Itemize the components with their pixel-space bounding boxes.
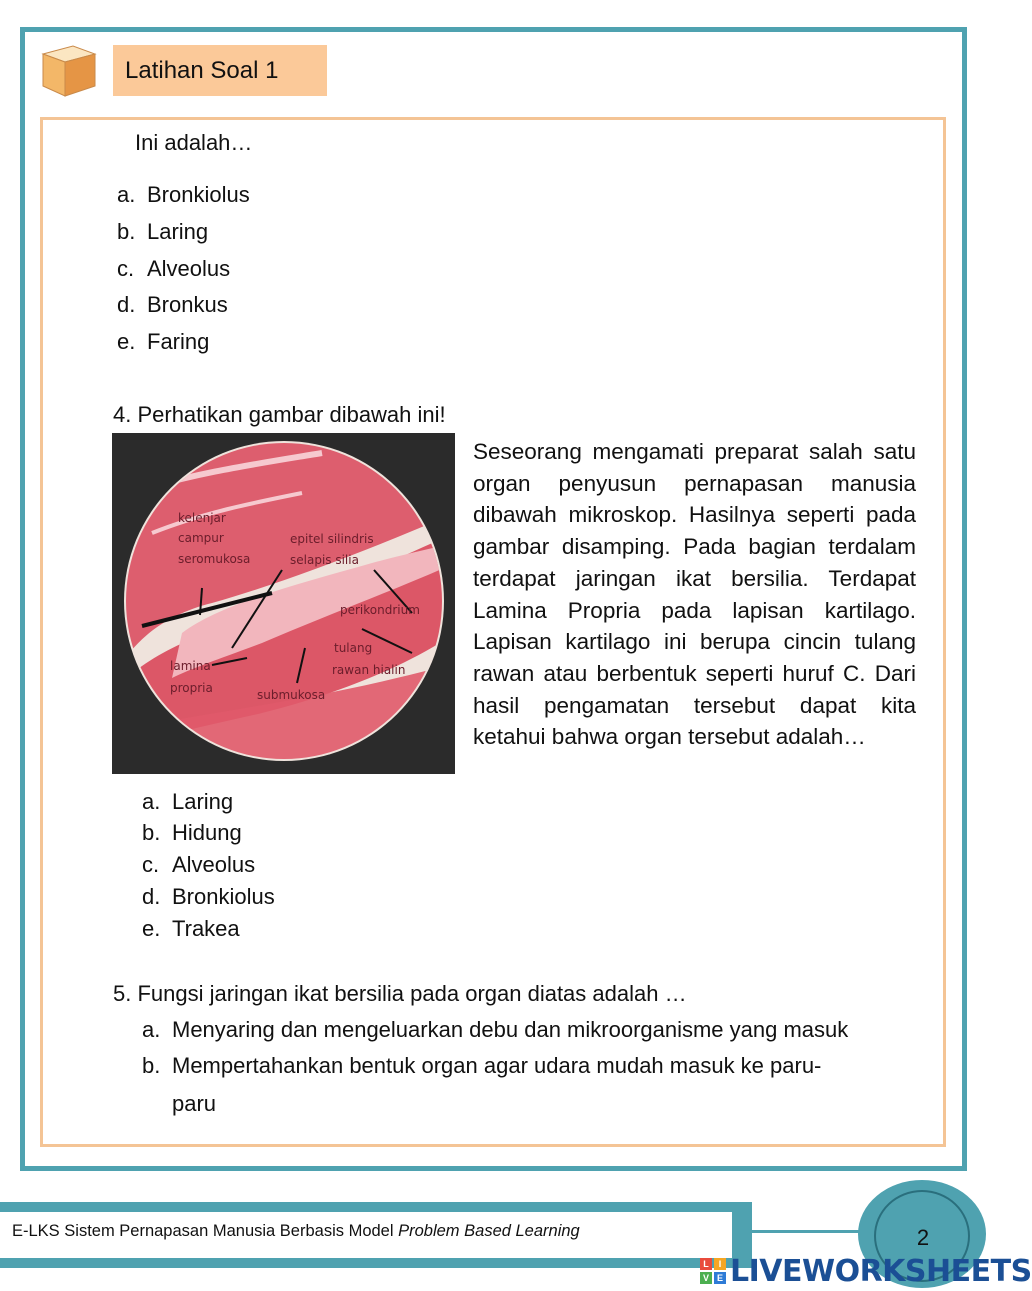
option-letter: c. <box>117 256 135 281</box>
label-epitel: epitel silindris <box>290 532 374 546</box>
footer-title-italic: Problem Based Learning <box>398 1222 580 1240</box>
label-perikondrium: perikondrium <box>340 603 420 617</box>
option-text: Laring <box>172 789 234 814</box>
logo-letter: L <box>700 1258 712 1270</box>
page-number: 2 <box>916 1225 930 1250</box>
option-letter: d. <box>117 292 136 317</box>
label-seromukosa: seromukosa <box>178 552 251 566</box>
section-title: Latihan Soal 1 <box>113 45 327 96</box>
q4-option-d[interactable] <box>142 884 275 910</box>
option-letter: b. <box>142 1053 161 1078</box>
option-letter: e. <box>117 329 136 354</box>
q4-option-b[interactable] <box>142 820 242 846</box>
logo-letter: I <box>714 1258 726 1270</box>
option-letter: a. <box>117 182 136 207</box>
footer-title: E-LKS Sistem Pernapasan Manusia Berbasis Model <box>12 1222 399 1240</box>
label-submukosa: submukosa <box>257 688 326 702</box>
liveworksheets-logo <box>700 1254 1032 1288</box>
q5-option-b[interactable] <box>142 1053 821 1079</box>
logo-letter: E <box>714 1272 726 1284</box>
label-kelenjar: kelenjar <box>178 511 226 525</box>
option-text: Laring <box>147 219 209 244</box>
q4-option-a[interactable] <box>142 789 233 815</box>
q3-option-c[interactable] <box>117 256 230 282</box>
option-text: Faring <box>147 329 210 354</box>
footer-text <box>12 1220 580 1242</box>
q3-option-b[interactable] <box>117 219 208 245</box>
option-text: Bronkiolus <box>172 884 275 909</box>
label-lamina: lamina <box>170 659 211 673</box>
q3-option-d[interactable] <box>117 292 228 318</box>
option-letter: a. <box>142 1017 161 1042</box>
option-letter: a. <box>142 789 161 814</box>
option-letter: d. <box>142 884 161 909</box>
label-rawan: rawan hialin <box>332 663 406 677</box>
q3-option-a[interactable] <box>117 182 250 208</box>
option-text: Alveolus <box>147 256 231 281</box>
option-text: Bronkiolus <box>147 182 250 207</box>
option-text: Hidung <box>172 820 242 845</box>
option-text: Menyaring dan mengeluarkan debu dan mikroorganisme yang masuk <box>172 1017 849 1042</box>
liveworksheets-text: LIVEWORKSHEETS <box>730 1253 1032 1289</box>
label-tulang: tulang <box>334 641 373 655</box>
microscope-image <box>112 433 455 774</box>
logo-letter: V <box>700 1272 712 1284</box>
q5-question: 5. Fungsi jaringan ikat bersilia pada organ diatas adalah … <box>113 981 687 1006</box>
label-selapis: selapis silia <box>290 553 359 567</box>
option-text: Alveolus <box>172 852 256 877</box>
q4-paragraph: Seseorang mengamati preparat salah satu organ penyusun pernapasan manusia dibawah mikroskop. Hasilnya seperti pada gambar disamping. Pada bagian terdalam terdapat jaringan ikat bersilia. Terdapat Lamina Propria pada lapisan kartilago. Lapisan kartilago ini berupa cincin tulang rawan atau berbentuk seperti huruf C. Dari hasil pengamatan tersebut dapat kita ketahui bahwa organ tersebut adalah… <box>473 439 916 750</box>
label-propria: propria <box>170 681 213 695</box>
option-text: Trakea <box>172 916 240 941</box>
cube-icon <box>35 40 101 100</box>
option-letter: e. <box>142 916 161 941</box>
option-text: Bronkus <box>147 292 228 317</box>
option-letter: b. <box>117 219 136 244</box>
q3-option-e[interactable] <box>117 329 209 355</box>
q5-option-b-continued: paru <box>172 1091 217 1116</box>
label-campur: campur <box>178 531 224 545</box>
option-letter: c. <box>142 852 160 877</box>
q4-question: 4. Perhatikan gambar dibawah ini! <box>113 402 446 427</box>
q4-option-c[interactable] <box>142 852 255 878</box>
q3-stem: Ini adalah… <box>135 130 253 155</box>
q4-option-e[interactable] <box>142 916 240 942</box>
option-text: Mempertahankan bentuk organ agar udara mudah masuk ke paru- <box>172 1053 822 1078</box>
option-letter: b. <box>142 820 161 845</box>
q5-option-a[interactable] <box>142 1017 848 1043</box>
liveworksheets-squares-icon <box>700 1258 726 1284</box>
